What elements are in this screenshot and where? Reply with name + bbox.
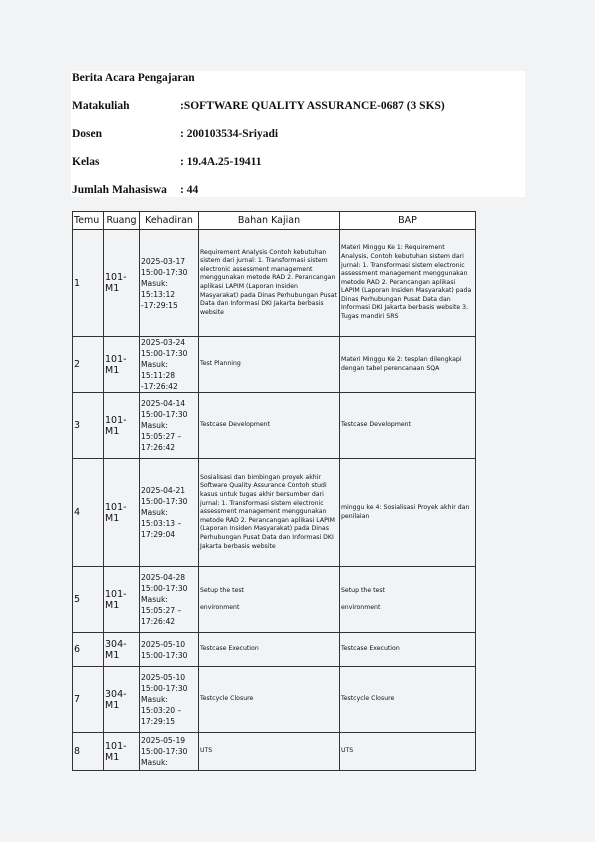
cell-temu: 2	[73, 337, 104, 393]
cell-temu: 5	[73, 567, 104, 633]
cell-temu: 7	[73, 667, 104, 733]
cell-temu: 1	[73, 230, 104, 337]
table-row	[73, 567, 476, 633]
table-row	[73, 337, 476, 393]
cell-bap: Materi Minggu Ke 2: tesplan dilengkapi dengan tabel perencanaan SQA	[340, 337, 476, 393]
table-row	[73, 393, 476, 459]
info-value: : 200103534-Sriyadi	[180, 128, 279, 140]
cell-temu: 8	[73, 733, 104, 771]
header-kehadiran: Kehadiran	[140, 212, 199, 230]
cell-bahan-kajian: UTS	[199, 733, 340, 771]
info-value: : 19.4A.25-19411	[180, 156, 262, 168]
cell-temu: 3	[73, 393, 104, 459]
info-label: Dosen	[72, 128, 103, 140]
cell-kehadiran: 2025-03-17 15:00-17:30 Masuk: 15:13:12 -17:29:15	[140, 230, 199, 337]
header-temu: Temu	[73, 212, 104, 230]
info-label: Kelas	[72, 156, 100, 168]
cell-temu: 6	[73, 633, 104, 667]
cell-bap: minggu ke 4: Sosialisasi Proyek akhir dan penilaian	[340, 459, 476, 567]
info-label: Jumlah Mahasiswa	[72, 184, 167, 196]
cell-kehadiran: 2025-04-28 15:00-17:30 Masuk: 15:05:27 – 17:26:42	[140, 567, 199, 633]
table-header-row	[73, 212, 476, 230]
table-row	[73, 733, 476, 771]
cell-ruang: 304- M1	[104, 667, 140, 733]
table-row	[73, 667, 476, 733]
page-title: Berita Acara Pengajaran	[72, 72, 195, 84]
cell-bap: Testcase Development	[340, 393, 476, 459]
cell-bahan-kajian: Sosialisasi dan bimbingan proyek akhir Software Quality Assurance Contoh studi kasus untuk tugas akhir bersumber dari jurnal: 1. Transformasi sistem electronic assessment management menggunakan metode RAD 2. Perancangan aplikasi LAPIM (Laporan Insiden Masyarakat) pada Dinas Perhubungan Pusat Data dan Informasi DKI Jakarta berbasis website	[199, 459, 340, 567]
cell-bahan-kajian: Requirement Analysis Contoh kebutuhan sistem dari jurnal: 1. Transformasi sistem electronic assessment management menggunakan metode RAD 2. Perancangan aplikasi LAPIM (Laporan Insiden Masyarakat) pada Dinas Perhubungan Pusat Data dan Informasi DKI Jakarta berbasis website	[199, 230, 340, 337]
cell-ruang: 101-M1	[104, 733, 140, 771]
header-bahan-kajian: Bahan Kajian	[199, 212, 340, 230]
cell-bap: Testcase Execution	[340, 633, 476, 667]
cell-temu: 4	[73, 459, 104, 567]
attendance-table	[72, 211, 476, 771]
cell-ruang: 101-M1	[104, 459, 140, 567]
info-value: :SOFTWARE QUALITY ASSURANCE-0687 (3 SKS)	[180, 100, 445, 112]
cell-bap: Setup the test environment	[340, 567, 476, 633]
cell-bahan-kajian: Testcase Execution	[199, 633, 340, 667]
cell-kehadiran: 2025-05-10 15:00-17:30 Masuk: 15:03:20 – 17:29:15	[140, 667, 199, 733]
cell-ruang: 101-M1	[104, 567, 140, 633]
cell-ruang: 101-M1	[104, 393, 140, 459]
cell-bahan-kajian: Setup the test environment	[199, 567, 340, 633]
cell-kehadiran: 2025-05-19 15:00-17:30 Masuk:	[140, 733, 199, 771]
cell-kehadiran: 2025-05-10 15:00-17:30	[140, 633, 199, 667]
table-row	[73, 230, 476, 337]
info-label: Matakuliah	[72, 100, 130, 112]
header-block	[71, 71, 525, 197]
cell-bap: Testcycle Closure	[340, 667, 476, 733]
cell-kehadiran: 2025-03-24 15:00-17:30 Masuk: 15:11:28 -17:26:42	[140, 337, 199, 393]
table-row	[73, 459, 476, 567]
cell-kehadiran: 2025-04-21 15:00-17:30 Masuk: 15:03:13 – 17:29:04	[140, 459, 199, 567]
cell-bahan-kajian: Testcase Development	[199, 393, 340, 459]
header-ruang: Ruang	[104, 212, 140, 230]
cell-bap: UTS	[340, 733, 476, 771]
cell-bahan-kajian: Testcycle Closure	[199, 667, 340, 733]
cell-ruang: 101-M1	[104, 337, 140, 393]
header-bap: BAP	[340, 212, 476, 230]
cell-ruang: 304- M1	[104, 633, 140, 667]
cell-bap: Materi Minggu Ke 1: Requirement Analysis, Contoh kebutuhan sistem dari jurnal: 1. Transformasi sistem electronic assessment management menggunakan metode RAD 2. Perancangan aplikasi LAPIM (Laporan Insiden Masyarakat) pada Dinas Perhubungan Pusat Data dan Informasi DKI Jakarta berbasis website 3. Tugas mandiri SRS	[340, 230, 476, 337]
cell-kehadiran: 2025-04-14 15:00-17:30 Masuk: 15:05:27 – 17:26:42	[140, 393, 199, 459]
info-value: : 44	[180, 184, 199, 196]
table-row	[73, 633, 476, 667]
cell-ruang: 101-M1	[104, 230, 140, 337]
cell-bahan-kajian: Test Planning	[199, 337, 340, 393]
